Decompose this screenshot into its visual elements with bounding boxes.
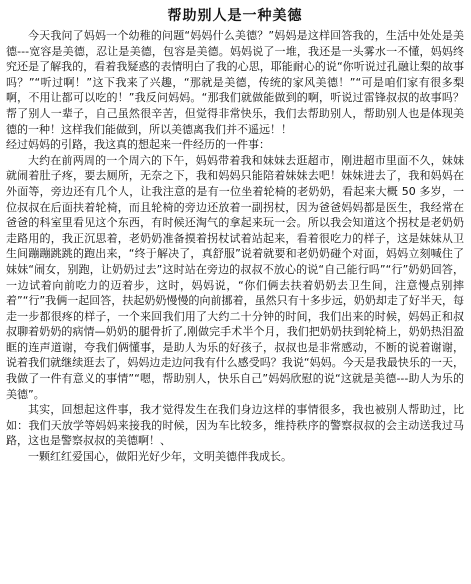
paragraph-intro: 今天我问了妈妈一个幼稚的问题“妈妈什么美德？”妈妈是这样回答我的，生活中处处是美德---宽容是美德，忍让是美德，包容是美德。妈妈说了一堆，我还是一头雾水一不懂，妈妈终究还是了解我的，看着我疑惑的表情明白了我的心思，耶能耐心的说“你听说过孔融让梨的故事吗？”“听过啊！”这下我来了兴趣，“那就是美德，传统的家风美德！”“可是咱们家有很多梨啊，不用让都可以吃的！”我反问妈妈。“那我们就做能做到的啊，听说过雷锋叔叔的故事吗？帮了别人一辈子，自己虽然很辛苦，但觉得非常快乐，我们去帮助别人，帮助别人也是体现美德的一种！这样我们能做到，所以美德离我们并不遥远！！ — [6, 29, 464, 136]
paragraph-closing: 一颗红红爱国心，做阳光好少年，文明美德伴我成长。 — [28, 450, 292, 464]
paragraph-transition: 经过妈妈的引路，我这真的想起来一件经历的一件事： — [6, 138, 270, 152]
paragraph-reflection: 其实，回想起这件事，我才觉得发生在我们身边这样的事情很多，我也被别人帮助过，比如：我们天放学等妈妈来接我的时候，因为车比较多，维持秩序的警察叔叔的会主动送我过马路，这也是警察叔叔的美德啊！、 — [6, 403, 464, 448]
document-title: 帮助别人是一种美德 — [167, 8, 303, 24]
paragraph-story: 大约在前两周的一个周六的下午，妈妈带着我和妹妹去逛超市，刚进超市里面不久，妹妹就闹着肚子疼，要去厕所，无奈之下，我和妈妈只能陪着妹妹去吧！妹妹进去了，我和妈妈在外面等，旁边还有几个人，让我注意的是有一位坐着轮椅的老奶奶，看起来大概 50 多岁，一位叔叔在后面扶着轮椅，而且轮椅的旁边还放着一副拐杖，因为爸爸妈妈都是医生，我经常在爸爸的科室里看见这个东西，有时候还淘气的拿起来玩一会。所以我会知道这个拐杖是老奶奶走路用的，我正沉思着，老奶奶准备摸着拐杖试着站起来，看着很吃力的样子，这是妹妹从卫生间蹦蹦跳跳的跑出来，“终于解决了，真舒服”说着就要和老奶奶碰个对面，妈妈立刻喊住了妹妹“闹女，别跑，让奶奶过去”这时站在旁边的叔叔不放心的说“自己能行吗”“行”奶奶回答，一边试着向前吃力的迈着步，这时，妈妈说，“你们俩去扶着奶奶去卫生间，注意慢点别摔着”“行”我俩一起回答，扶起奶奶慢慢的向前挪着，虽然只有十多步远，奶奶却走了好半天，每走一步都很疼的样子，一个来回我们用了大约二十分钟的时间，我们出来的时候，妈妈正和叔叔聊着奶奶的病情—奶奶的腿骨折了,刚做完手术半个月，我们把奶奶扶到轮椅上，奶奶热泪盈眶的连声道谢，夸我们俩懂事，是助人为乐的好孩子，叔叔也是非常感动，不断的说着谢谢，说着我们就继续逛去了，妈妈边走边问我有什么感受吗？我说“妈妈。今天是我最快乐的一天，我做了一件有意义的事情”“嗯，帮助别人，快乐自己”妈妈欣慰的说“这就是美德---助人为乐的美德”。 — [6, 153, 464, 401]
